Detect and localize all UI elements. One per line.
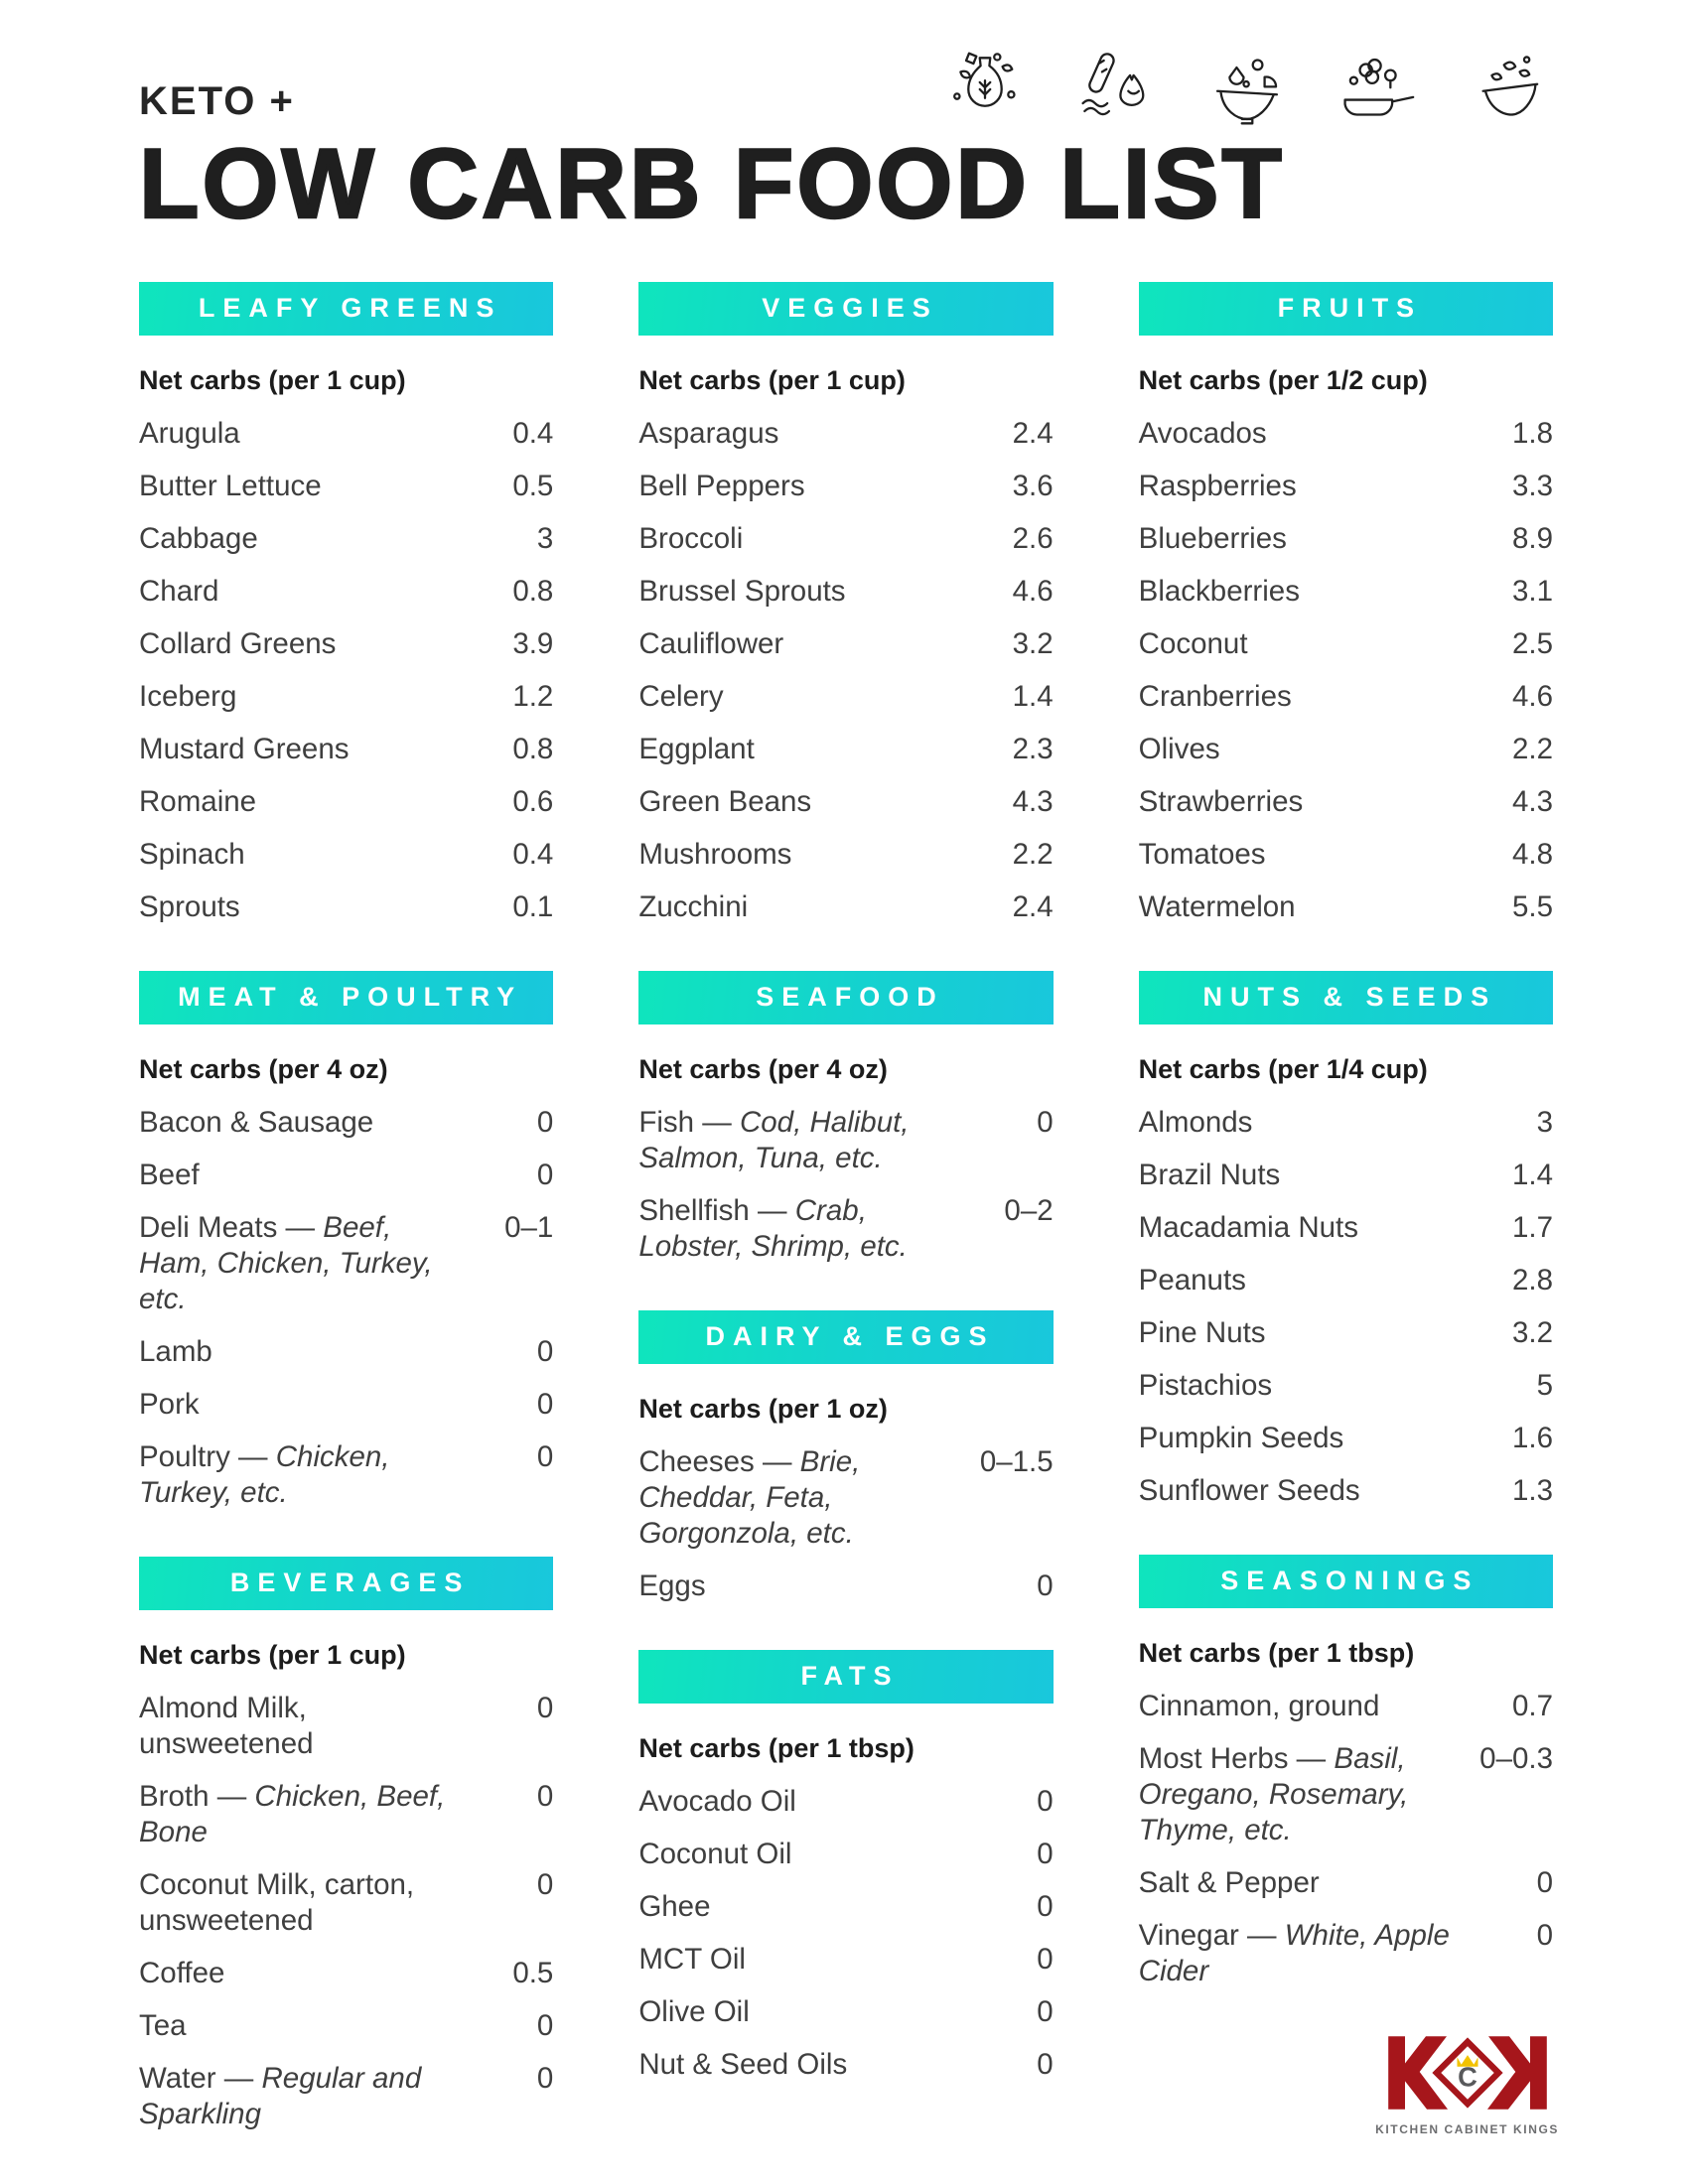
food-item-row: [139, 1158, 553, 1193]
carb-value: 0.7: [1511, 1689, 1553, 1722]
carb-value: 0: [1037, 2047, 1054, 2081]
food-name: Pine Nuts: [1138, 1315, 1266, 1349]
carb-value: 3.2: [1511, 1315, 1553, 1349]
food-name: MCT Oil: [638, 1942, 746, 1976]
carb-value: 3.3: [1511, 469, 1553, 502]
food-item-row: [1139, 1421, 1553, 1456]
section-title: SEASONINGS: [1220, 1566, 1479, 1596]
food-item-row: [638, 416, 1053, 452]
food-name: Almonds: [1138, 1105, 1253, 1139]
food-name: Sunflower Seeds: [1138, 1473, 1360, 1507]
food-item-row: [638, 1784, 1053, 1820]
food-item-row: [1139, 1689, 1553, 1724]
food-item-row: [638, 626, 1053, 662]
food-item-row: [139, 574, 553, 610]
carb-value: 2.5: [1511, 626, 1553, 660]
food-item-row: [638, 732, 1053, 767]
food-item-row: [139, 679, 553, 715]
section-leafy-greens: [139, 282, 553, 925]
carb-value: 0: [1037, 1569, 1054, 1602]
carb-value: 0–0.3: [1479, 1741, 1553, 1775]
food-name: Peanuts: [1138, 1263, 1246, 1297]
food-name: Olives: [1138, 732, 1220, 765]
food-name: Butter Lettuce: [139, 469, 322, 502]
carb-value: 0: [536, 1779, 554, 1813]
carb-value: 2.6: [1012, 521, 1054, 555]
carb-value: 0.1: [512, 889, 554, 923]
food-name: Deli Meats — Beef, Ham, Chicken, Turkey, etc.: [139, 1210, 433, 1315]
food-item-row: [638, 1193, 1053, 1265]
food-name: Brussel Sprouts: [638, 574, 846, 608]
food-name: Strawberries: [1138, 784, 1304, 818]
food-item-row: [139, 784, 553, 820]
column-right: [1139, 282, 1553, 2035]
food-name: Iceberg: [139, 679, 237, 713]
brand-logo: [1375, 2032, 1559, 2136]
unit-label: Net carbs (per 4 oz): [139, 1053, 388, 1084]
food-name: Eggplant: [638, 732, 755, 765]
food-name: Pumpkin Seeds: [1138, 1421, 1344, 1454]
food-name: Zucchini: [638, 889, 749, 923]
food-item-row: [638, 784, 1053, 820]
food-item-row: [1139, 784, 1553, 820]
food-item-row: [139, 1334, 553, 1370]
food-name: Coconut Oil: [638, 1837, 792, 1870]
section-seasonings: [1139, 1555, 1553, 1989]
food-name: Vinegar — White, Apple Cider: [1138, 1918, 1450, 1987]
food-name: Pork: [139, 1387, 200, 1421]
carb-value: 2.8: [1511, 1263, 1553, 1297]
food-name: Asparagus: [638, 416, 779, 450]
unit-label: Net carbs (per 1 tbsp): [638, 1732, 914, 1763]
carb-value: 0: [536, 1158, 554, 1191]
food-name: Beef: [139, 1158, 200, 1191]
food-item-row: [638, 889, 1053, 925]
food-item-row: [638, 1889, 1053, 1925]
food-item-row: [139, 1956, 553, 1991]
food-name: Cheeses — Brie, Cheddar, Feta, Gorgonzola, etc.: [638, 1444, 861, 1550]
food-name: Broccoli: [638, 521, 744, 555]
food-columns: [0, 282, 1688, 2178]
food-name: Ghee: [638, 1889, 711, 1923]
food-item-row: [139, 626, 553, 662]
section-meat-poultry: [139, 971, 553, 1511]
column-middle: [638, 282, 1053, 2128]
unit-label: Net carbs (per 1 cup): [139, 364, 406, 395]
food-name: Almond Milk, unsweetened: [139, 1691, 314, 1760]
food-name: Salt & Pepper: [1138, 1865, 1320, 1899]
food-name: Spinach: [139, 837, 245, 871]
food-item-row: [1139, 1368, 1553, 1404]
food-name: Water — Regular and Sparkling: [139, 2061, 422, 2130]
unit-label: Net carbs (per 1 cup): [139, 1639, 406, 1670]
food-name: Celery: [638, 679, 724, 713]
carb-value: 0.8: [512, 732, 554, 765]
section-title: BEVERAGES: [229, 1568, 471, 1598]
food-name: Coconut: [1138, 626, 1248, 660]
food-name: Bell Peppers: [638, 469, 805, 502]
food-name: Blueberries: [1138, 521, 1287, 555]
carb-value: 0.8: [512, 574, 554, 608]
section-title: VEGGIES: [762, 293, 938, 324]
food-item-row: [139, 889, 553, 925]
food-item-row: [1139, 679, 1553, 715]
carb-value: 0.6: [512, 784, 554, 818]
food-item-row: [638, 1105, 1053, 1176]
unit-label: Net carbs (per 1 oz): [638, 1393, 888, 1424]
food-item-row: [139, 837, 553, 873]
carb-value: 3.2: [1012, 626, 1054, 660]
carb-value: 3.9: [512, 626, 554, 660]
food-item-row: [1139, 1105, 1553, 1141]
carb-value: 2.2: [1511, 732, 1553, 765]
carb-value: 0: [1037, 1889, 1054, 1923]
food-item-row: [1139, 1865, 1553, 1901]
carb-value: 0: [1037, 1784, 1054, 1818]
food-item-row: [1139, 1158, 1553, 1193]
food-item-row: [1139, 574, 1553, 610]
carb-value: 0.4: [512, 416, 554, 450]
food-item-row: [139, 1105, 553, 1141]
kicker-text: KETO +: [139, 79, 295, 123]
food-name: Cabbage: [139, 521, 258, 555]
food-name: Poultry — Chicken, Turkey, etc.: [139, 1439, 390, 1509]
food-item-row: [139, 521, 553, 557]
carb-value: 0: [1037, 1942, 1054, 1976]
food-name: Chard: [139, 574, 219, 608]
unit-label: Net carbs (per 1 cup): [638, 364, 906, 395]
logo-letter: C: [1457, 2061, 1477, 2093]
food-item-row: [139, 1867, 553, 1939]
carb-value: 4.6: [1511, 679, 1553, 713]
carb-value: 0: [1037, 1994, 1054, 2028]
food-item-row: [638, 1994, 1053, 2030]
unit-label: Net carbs (per 4 oz): [638, 1053, 888, 1084]
carb-value: 0: [536, 1387, 554, 1421]
food-name: Cauliflower: [638, 626, 784, 660]
section-header-beverages: [139, 1557, 553, 1610]
food-name: Broth — Chicken, Beef, Bone: [139, 1779, 446, 1848]
carb-value: 0: [536, 1691, 554, 1724]
food-item-row: [1139, 732, 1553, 767]
food-name: Tea: [139, 2008, 187, 2042]
food-item-row: [1139, 1918, 1553, 1989]
food-doodle-icons: [941, 46, 1553, 138]
food-name: Fish — Cod, Halibut, Salmon, Tuna, etc.: [638, 1105, 910, 1174]
food-name: Coconut Milk, carton, unsweetened: [139, 1867, 415, 1937]
kck-logo-icon: [1384, 2032, 1551, 2114]
section-header-seasonings: [1139, 1555, 1553, 1608]
food-item-row: [139, 1210, 553, 1317]
carb-value: 4.3: [1012, 784, 1054, 818]
column-left: [139, 282, 553, 2178]
food-name: Bacon & Sausage: [139, 1105, 374, 1139]
food-item-row: [1139, 626, 1553, 662]
carb-value: 0.5: [512, 1956, 554, 1989]
food-name: Brazil Nuts: [1138, 1158, 1281, 1191]
carb-value: 0: [536, 1334, 554, 1368]
carb-value: 3: [1536, 1105, 1553, 1139]
carb-value: 1.7: [1511, 1210, 1553, 1244]
section-title: FRUITS: [1277, 293, 1423, 324]
unit-label: Net carbs (per 1 tbsp): [1138, 1637, 1415, 1668]
section-dairy-eggs: [638, 1310, 1053, 1604]
meat-and-eggs-icon: [1072, 46, 1160, 138]
section-title: LEAFY GREENS: [198, 293, 502, 324]
section-seafood: [638, 971, 1053, 1265]
food-name: Coffee: [139, 1956, 225, 1989]
food-name: Avocado Oil: [638, 1784, 796, 1818]
section-beverages: [139, 1557, 553, 2132]
food-name: Collard Greens: [139, 626, 337, 660]
food-item-row: [638, 2047, 1053, 2083]
section-title: NUTS & SEEDS: [1202, 982, 1497, 1013]
food-item-row: [1139, 469, 1553, 504]
section-title: DAIRY & EGGS: [705, 1321, 995, 1352]
carb-value: 1.2: [512, 679, 554, 713]
carb-value: 0: [536, 1105, 554, 1139]
food-item-row: [638, 1569, 1053, 1604]
food-item-row: [1139, 416, 1553, 452]
food-item-row: [1139, 1473, 1553, 1509]
carb-value: 2.4: [1012, 889, 1054, 923]
food-name: Raspberries: [1138, 469, 1297, 502]
section-header-fats: [638, 1650, 1053, 1704]
food-item-row: [139, 1387, 553, 1423]
section-header-fruits: [1139, 282, 1553, 336]
unit-label: Net carbs (per 1/2 cup): [1138, 364, 1428, 395]
carb-value: 1.4: [1012, 679, 1054, 713]
section-header-leafy-greens: [139, 282, 553, 336]
carb-value: 0: [1536, 1918, 1553, 1952]
food-item-row: [139, 1779, 553, 1850]
food-name: Most Herbs — Basil, Oregano, Rosemary, Thyme, etc.: [1138, 1741, 1409, 1846]
food-name: Pistachios: [1138, 1368, 1273, 1402]
food-item-row: [139, 469, 553, 504]
carb-value: 4.6: [1012, 574, 1054, 608]
section-title: MEAT & POULTRY: [178, 982, 523, 1013]
carb-value: 0: [1536, 1865, 1553, 1899]
food-item-row: [638, 679, 1053, 715]
food-item-row: [638, 574, 1053, 610]
section-header-nuts-seeds: [1139, 971, 1553, 1024]
carb-value: 0: [1037, 1837, 1054, 1870]
carb-value: 0: [536, 1439, 554, 1473]
section-header-dairy-eggs: [638, 1310, 1053, 1364]
carb-value: 0.4: [512, 837, 554, 871]
food-item-row: [638, 469, 1053, 504]
carb-value: 0: [536, 2008, 554, 2042]
carb-value: 2.3: [1012, 732, 1054, 765]
food-item-row: [139, 732, 553, 767]
seed-bowl-icon: [1466, 46, 1553, 138]
section-title: SEAFOOD: [756, 982, 944, 1013]
section-fruits: [1139, 282, 1553, 925]
section-header-veggies: [638, 282, 1053, 336]
food-item-row: [139, 416, 553, 452]
food-item-row: [638, 837, 1053, 873]
food-item-row: [1139, 889, 1553, 925]
food-item-row: [1139, 1315, 1553, 1351]
section-title: FATS: [800, 1661, 900, 1692]
carb-value: 2.2: [1012, 837, 1054, 871]
food-name: Mustard Greens: [139, 732, 350, 765]
food-item-row: [139, 2061, 553, 2132]
food-name: Cranberries: [1138, 679, 1292, 713]
food-name: Macadamia Nuts: [1138, 1210, 1358, 1244]
food-name: Shellfish — Crab, Lobster, Shrimp, etc.: [638, 1193, 908, 1263]
oil-bottle-icon: [941, 46, 1029, 138]
food-item-row: [1139, 1210, 1553, 1246]
food-name: Arugula: [139, 416, 240, 450]
carb-value: 3.6: [1012, 469, 1054, 502]
food-name: Lamb: [139, 1334, 212, 1368]
food-name: Green Beans: [638, 784, 812, 818]
food-item-row: [638, 1837, 1053, 1872]
section-fats: [638, 1650, 1053, 2083]
carb-value: 0: [536, 2061, 554, 2095]
food-item-row: [1139, 521, 1553, 557]
section-nuts-seeds: [1139, 971, 1553, 1509]
section-header-seafood: [638, 971, 1053, 1024]
carb-value: 8.9: [1511, 521, 1553, 555]
fruit-bowl-icon: [1203, 46, 1291, 138]
food-item-row: [638, 1444, 1053, 1552]
food-item-row: [638, 1942, 1053, 1978]
unit-label: Net carbs (per 1/4 cup): [1138, 1053, 1428, 1084]
carb-value: 3: [536, 521, 554, 555]
food-item-row: [139, 1439, 553, 1511]
food-name: Tomatoes: [1138, 837, 1266, 871]
carb-value: 4.3: [1511, 784, 1553, 818]
section-header-meat-poultry: [139, 971, 553, 1024]
food-name: Blackberries: [1138, 574, 1300, 608]
page-title: LOW CARB FOOD LIST: [139, 128, 1285, 238]
food-name: Mushrooms: [638, 837, 792, 871]
food-item-row: [1139, 1741, 1553, 1848]
section-veggies: [638, 282, 1053, 925]
carb-value: 0–1: [504, 1210, 554, 1244]
carb-value: 2.4: [1012, 416, 1054, 450]
brand-name-text: KITCHEN CABINET KINGS: [1375, 2122, 1559, 2136]
carb-value: 0: [1037, 1105, 1054, 1139]
food-name: Nut & Seed Oils: [638, 2047, 848, 2081]
carb-value: 0–2: [1004, 1193, 1054, 1227]
food-name: Watermelon: [1138, 889, 1296, 923]
carb-value: 1.8: [1511, 416, 1553, 450]
food-name: Olive Oil: [638, 1994, 750, 2028]
carb-value: 1.3: [1511, 1473, 1553, 1507]
carb-value: 4.8: [1511, 837, 1553, 871]
food-item-row: [1139, 837, 1553, 873]
food-item-row: [638, 521, 1053, 557]
food-name: Cinnamon, ground: [1138, 1689, 1380, 1722]
food-name: Eggs: [638, 1569, 706, 1602]
carb-value: 5.5: [1511, 889, 1553, 923]
food-name: Romaine: [139, 784, 257, 818]
food-item-row: [1139, 1263, 1553, 1298]
food-name: Sprouts: [139, 889, 240, 923]
carb-value: 5: [1536, 1368, 1553, 1402]
food-name: Avocados: [1138, 416, 1267, 450]
food-item-row: [139, 2008, 553, 2044]
vegetable-pan-icon: [1335, 46, 1422, 138]
carb-value: 1.6: [1511, 1421, 1553, 1454]
carb-value: 0: [536, 1867, 554, 1901]
food-item-row: [139, 1691, 553, 1762]
carb-value: 3.1: [1511, 574, 1553, 608]
carb-value: 0.5: [512, 469, 554, 502]
carb-value: 1.4: [1511, 1158, 1553, 1191]
carb-value: 0–1.5: [979, 1444, 1054, 1478]
